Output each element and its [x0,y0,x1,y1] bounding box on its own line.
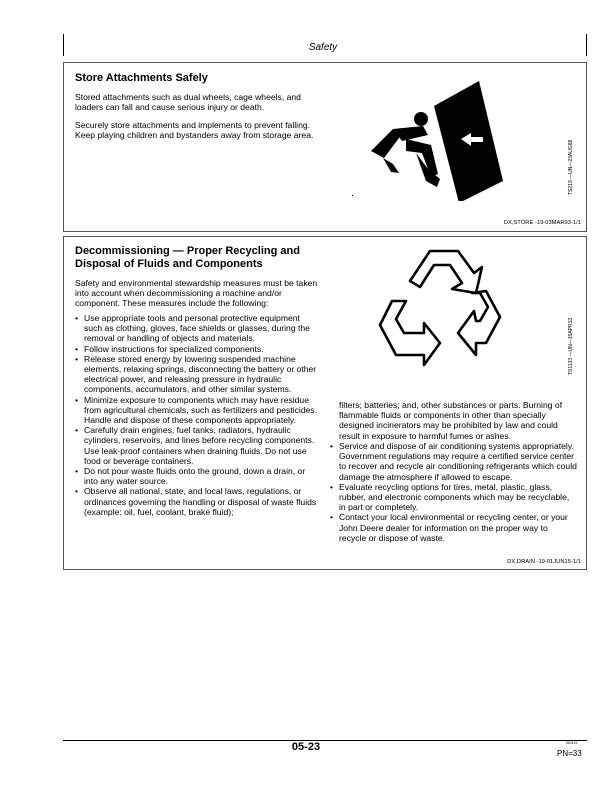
decommissioning-right-continuation: filters; batteries; and, other substances or parts. Burning of flammable fluids or components in other than specially designed incinerators may be prohibited by law and could result in exposure to harmful fumes or ashes. [339,400,563,441]
bullet: • [75,313,79,323]
decommissioning-left-list [75,313,320,517]
decommissioning-right-list [330,441,577,543]
bullet: • [330,481,334,492]
decommissioning-title-line-2: Disposal of Fluids and Components [75,258,263,270]
footer-small-code: 061115 [566,741,578,745]
store-image-code: TS219 —UN—23AUG88 [568,139,574,195]
bullet: • [75,425,79,436]
decommissioning-title-line-1: Decommissioning — Proper Recycling and [75,245,300,257]
list-item [330,512,577,543]
bullet: • [330,512,334,523]
list-item [75,466,320,486]
list-item-text: Service and dispose of air conditioning systems appropriately. Government regulations may require a certified service center to recover and recycle air conditioning refrigerants which could damage the atmosphere if allowed to escape. [339,441,577,482]
store-title: Store Attachments Safely [75,72,208,84]
list-item [330,482,577,513]
store-paragraph-2: Securely store attachments and implements to prevent falling. Keep playing children and bystanders away from storage area. [75,120,314,141]
page-pn: PN=33 [557,749,582,758]
list-item [330,441,577,482]
page-number: 05-23 [291,741,321,753]
list-item-text: Do not pour waste fluids onto the ground, down a drain, or into any water source. [84,466,306,487]
list-item-text: Use appropriate tools and personal protective equipment such as clothing, gloves, face shields or glasses, during the removal or handling of objects and materials. [84,313,310,344]
decommissioning-image-code: TS1133 —UN—15APR13 [568,317,574,375]
decommissioning-intro: Safety and environmental stewardship measures must be taken into account when decommissioning a machine and/or component. These measures include the following: [75,278,318,309]
bullet: • [330,441,334,451]
list-item [75,354,320,395]
store-attachments-section [63,62,587,232]
falling-attachment-warning-illustration [351,71,571,201]
list-item [75,344,320,354]
list-item-text: Observe all national, state, and local laws, regulations, or ordinances governing the handling or disposal of waste fluids (example: oil, fuel, coolant, brake fluid); [84,486,317,517]
list-item-text: Follow instructions for specialized components. [84,343,264,354]
list-item-text: Evaluate recycling options for tires, metal, plastic, glass, rubber, and electronic components which may be recyclable, in part or completely. [339,481,570,513]
bullet: • [75,394,79,405]
list-item [75,425,320,466]
bullet: • [75,343,79,354]
store-paragraph-1: Stored attachments such as dual wheels, cage wheels, and loaders can fall and cause serious injury or death. [75,92,301,113]
bullet: • [75,466,79,477]
section-title: Safety [308,42,338,53]
decommissioning-section [63,236,587,570]
bullet: • [75,486,79,497]
list-item-text: Carefully drain engines, fuel tanks, radiators, hydraulic cylinders, reservoirs, and lines before recycling components. Use leak-proof containers when draining fluids. Do not use food or beverage containers. [84,425,315,466]
decommissioning-title [75,245,335,271]
list-item-text: Release stored energy by lowering suspended machine elements, relaxing springs, disconnecting the battery or other electrical power, and releasing pressure in hydraulic components, accumulators, and other similar systems. [84,353,317,395]
bullet: • [75,353,79,364]
decommissioning-doc-code: DX,DRAIN -19-01JUN15-1/1 [507,559,581,565]
list-item [75,313,320,344]
list-item-text: Minimize exposure to components which may have residue from agricultural chemicals, such as fertilizers and pesticides. Handle and dispose of these components appropriately. [84,394,318,426]
recycle-icon [376,245,510,367]
list-item [75,486,320,517]
store-doc-code: DX,STORE -19-03MAR93-1/1 [503,220,581,226]
list-item [75,395,320,426]
list-item-text: Contact your local environmental or recycling center, or your John Deere dealer for information on the proper way to recycle or dispose of waste. [339,512,568,543]
